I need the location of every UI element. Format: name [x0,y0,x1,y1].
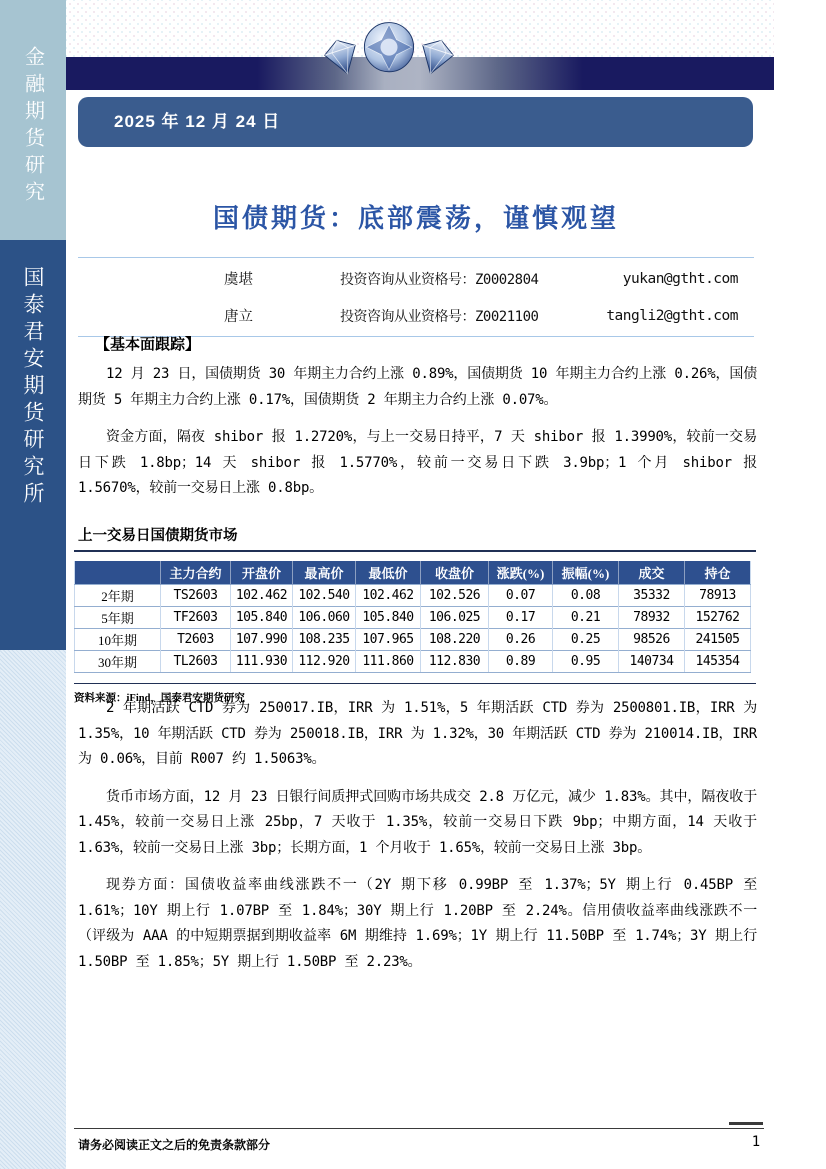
col-header: 振幅(%) [553,561,619,585]
paragraph: 资金方面，隔夜 shibor 报 1.2720%，与上一交易日持平，7 天 shibor 报 1.3990%，较前一交易日下跌 1.8bp；14 天 shibor 报 1.5770%，较前一交易日下跌 3.9bp；1 个月 shibor 报 1.5670%，较前一交易日上涨 0.8bp。 [78,429,757,496]
cell: 10年期 [75,629,161,651]
section-heading: 【基本面跟踪】 [95,337,201,353]
sidebar-bottom-strip [0,650,66,1169]
cell: 0.26 [489,629,553,651]
report-date: 2025 年 12 月 24 日 [114,112,281,131]
author-email: yukan@gtht.com [622,270,738,287]
authors-block [78,257,754,337]
cell: 145354 [685,651,751,673]
cell: 30年期 [75,651,161,673]
cell: 78932 [619,607,685,629]
table-title: 上一交易日国债期货市场 [78,528,238,544]
cell: 98526 [619,629,685,651]
cell: 105.840 [356,607,421,629]
table-row [75,585,751,607]
author-credential: 投资咨询从业资格号：Z0002804 [340,271,539,288]
table-source-note: 资料来源：iFind，国泰君安期货研究 [74,693,245,704]
center-diamond [364,23,413,72]
cell: T2603 [161,629,231,651]
cell: 0.95 [553,651,619,673]
cell: 106.060 [293,607,356,629]
date-badge [78,97,753,147]
report-title: 国债期货：底部震荡，谨慎观望 [212,204,619,233]
cell: 102.526 [421,585,489,607]
cell: 112.830 [421,651,489,673]
cell: TS2603 [161,585,231,607]
table-row [75,651,751,673]
cell: 106.025 [421,607,489,629]
cell: TL2603 [161,651,231,673]
footer-divider [74,1128,764,1129]
col-header: 最高价 [293,561,356,585]
cell: 0.07 [489,585,553,607]
sidebar-institute-band [0,240,66,650]
table-row [75,629,751,651]
right-diamond [415,35,456,78]
cell: 111.860 [356,651,421,673]
body-paragraphs-bottom [78,696,757,987]
col-header: 收盘价 [421,561,489,585]
col-header: 成交 [619,561,685,585]
col-header: 开盘价 [231,561,293,585]
cell: 241505 [685,629,751,651]
cell: 108.235 [293,629,356,651]
cell: TF2603 [161,607,231,629]
cell: 0.21 [553,607,619,629]
divider-thin [74,683,756,684]
futures-market-table [74,561,751,673]
cell: 78913 [685,585,751,607]
paragraph: 现券方面：国债收益率曲线涨跌不一（2Y 期下移 0.99BP 至 1.37%；5Y 期上行 0.45BP 至 1.61%；10Y 期上行 1.07BP 至 1.84%；30Y 期上行 1.20BP 至 2.24%。信用债收益率曲线涨跌不一（评级为 AAA 的中短期票据到期收益率 6M 期维持 1.69%；1Y 期上行 11.50BP 至 1.74%；3Y 期上行 1.50BP 至 1.85%；5Y 期上行 1.50BP 至 2.23%。 [78,877,757,970]
author-name: 唐立 [224,309,253,325]
cell: 2年期 [75,585,161,607]
sidebar-department-label: 金融期货研究 [21,46,44,208]
paragraph: 12 月 23 日，国债期货 30 年期主力合约上涨 0.89%，国债期货 10 年期主力合约上涨 0.26%，国债期货 5 年期主力合约上涨 0.17%，国债期货 2 年期主力合约上涨 0.07%。 [78,366,757,408]
cell: 112.920 [293,651,356,673]
col-header: 持仓 [685,561,751,585]
cell: 105.840 [231,607,293,629]
futures-table-block [74,524,756,705]
cell: 107.965 [356,629,421,651]
paragraph: 货币市场方面，12 月 23 日银行间质押式回购市场共成交 2.8 万亿元，减少 1.83%。其中，隔夜收于 1.45%，较前一交易日上涨 25bp，7 天收于 1.35%，较前一交易日下跌 9bp；中期方面，14 天收于 1.63%，较前一交易日上涨 3bp；长期方面，1 个月收于 1.65%，较前一交易日上涨 3bp。 [78,788,757,856]
cell: 102.540 [293,585,356,607]
cell: 0.08 [553,585,619,607]
cell: 102.462 [231,585,293,607]
footer-disclaimer: 请务必阅读正文之后的免责条款部分 [78,1138,271,1152]
cell: 111.930 [231,651,293,673]
table-header-row [75,561,751,585]
cell: 5年期 [75,607,161,629]
author-row [78,297,754,334]
col-header: 最低价 [356,561,421,585]
cell: 0.89 [489,651,553,673]
sidebar-department-band [0,0,66,240]
col-header [75,561,161,585]
left-diamond [321,35,362,78]
cell: 140734 [619,651,685,673]
col-header: 主力合约 [161,561,231,585]
table-row [75,607,751,629]
paragraph: 2 年期活跃 CTD 券为 250017.IB，IRR 为 1.51%，5 年期活跃 CTD 券为 2500801.IB，IRR 为 1.35%，10 年期活跃 CTD 券为 250018.IB，IRR 为 1.32%，30 年期活跃 CTD 券为 210014.IB，IRR 为 0.06%，目前 R007 约 1.5063%。 [78,700,757,767]
author-name: 虞堪 [224,272,253,288]
author-credential: 投资咨询从业资格号：Z0021100 [340,308,539,325]
col-header: 涨跌(%) [489,561,553,585]
footer-accent-line [729,1122,763,1125]
cell: 152762 [685,607,751,629]
cell: 35332 [619,585,685,607]
cell: 108.220 [421,629,489,651]
author-email: tangli2@gtht.com [606,307,738,324]
divider-thick [74,550,756,552]
author-row [78,260,754,297]
cell: 0.25 [553,629,619,651]
diamonds-logo [318,10,460,90]
sidebar-institute-label: 国泰君安期货研究所 [21,266,45,509]
page-number: 1 [751,1134,761,1150]
cell: 107.990 [231,629,293,651]
cell: 0.17 [489,607,553,629]
body-paragraphs-top [78,362,757,514]
cell: 102.462 [356,585,421,607]
